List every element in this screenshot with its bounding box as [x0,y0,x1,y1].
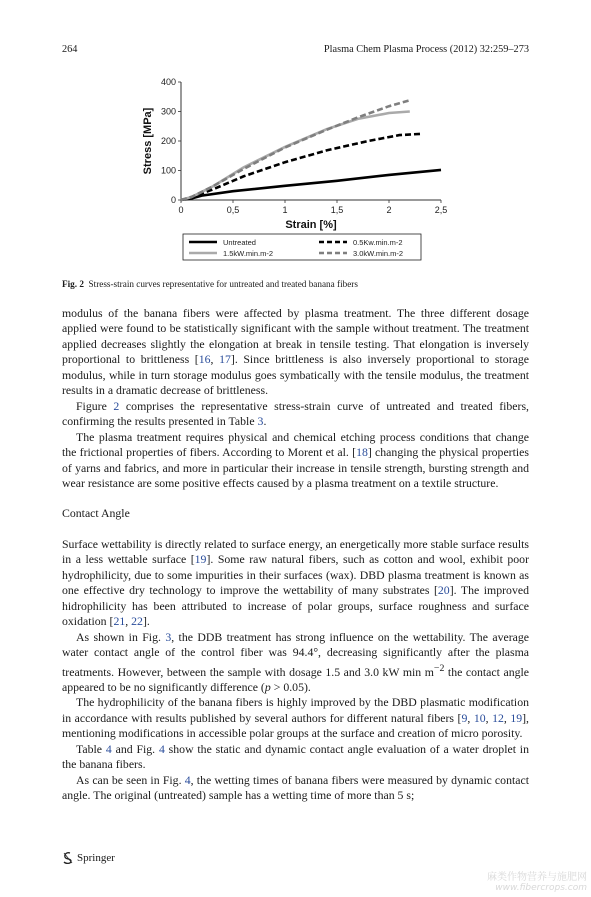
y-tick-label: 0 [170,195,176,205]
legend-label: 3.0kW.min.m-2 [353,249,404,258]
publisher-name: Springer [77,852,115,864]
figure-caption [62,279,532,289]
section-heading: Contact Angle [62,506,130,521]
reference-link[interactable]: 22 [131,614,143,629]
paragraph: As shown in Fig. 3, the DDB treatment has strong influence on the wettability. The average water contact angle of the control fiber was 94.4°, decreasing significantly after the plasma treatments. However, between the sample with dosage 1.5 and 3.0 kW $\min m^{-2}$ the contact angle appeared to be no significantly difference (p > 0.05). [62,629,530,694]
legend-label: Untreated [223,238,256,247]
reference-link[interactable]: 19 [510,710,523,725]
x-axis-label: Strain [%] [285,219,337,231]
paragraph: Table 4 and Fig. 4 show the static and dynamic contact angle evaluation of a water droplet in the banana fibers. [62,741,529,772]
paragraph: modulus of the banana fibers were affected by plasma treatment. The three different dosage applied were found to be statistically significant with the sample without treatment. The treatment applied decreases slightly the elongation at break in tensile testing. That elongation is inversely proportional to brittleness [16, 17]. Since brittleness is also inversely proportional to storage modulus, while in turn storage modulus goes symbatically with the tensile modulus, the treatment results in a dramatic decrease of brittleness. [62,306,529,398]
x-tick-label: 1 [282,205,288,215]
paragraph: The plasma treatment requires physical and chemical etching process conditions that change the frictional properties of fibers. According to Morent et al. [18] changing the physical properties of yarns and fabrics, and more in particular their increase in tensile strength, bursting strength and wear resistance are some positive effects caused by a plasma treatment on a textile structure. [62,429,529,490]
series-line [181,112,410,201]
reference-link[interactable]: 20 [437,583,450,598]
x-tick-label: 0 [178,205,184,215]
y-tick-label: 200 [160,136,176,146]
figure-link[interactable]: 4 [184,772,191,787]
paragraph: Figure 2 comprises the representative stress-strain curve of untreated and treated fibers, confirming the results presented in Table 3. [62,398,530,429]
legend-label: 1.5kW.min.m-2 [223,249,274,258]
figure-link[interactable]: 4 [158,741,165,756]
legend-label: 0.5Kw.min.m-2 [353,238,403,247]
paragraph: The hydrophilicity of the banana fibers is highly improved by the DBD plasmatic modification in accordance with results published by several authors for different natural fibers [9, 10, 12, 19], mentioning modifications in accessible polar groups at the surface and creation of micro porosity. [62,695,529,741]
x-tick-label: 0,5 [226,205,240,215]
series-line [181,170,441,200]
journal-citation: Plasma Chem Plasma Process (2012) 32:259–273 [323,44,529,55]
page-number: 264 [62,44,78,55]
body-text [62,306,529,804]
y-tick-label: 400 [160,77,176,87]
reference-link[interactable]: 19 [194,552,207,567]
reference-link[interactable]: 16 [198,352,211,367]
paragraph: As can be seen in Fig. 4, the wetting times of banana fibers were measured by dynamic contact angle. The original (untreated) sample has a wetting time of more than 5 s; [62,772,529,803]
y-axis-label: Stress [MPa] [142,107,154,175]
x-tick-label: 2,5 [434,205,448,215]
table-link[interactable]: 3 [257,414,264,429]
reference-link[interactable]: 17 [219,352,231,367]
watermark: 麻类作物营养与施肥网 www.fibercrops.com [487,872,587,893]
series-line [181,134,420,200]
figure-link[interactable]: 2 [113,398,120,413]
y-tick-label: 100 [160,165,176,176]
x-tick-label: 2 [386,205,392,215]
figure-label: Fig. 2 [62,279,84,289]
springer-logo-icon [62,851,74,865]
figure-link[interactable]: 3 [165,629,172,644]
chart-plot [181,100,441,200]
x-tick-label: 1,5 [330,205,344,215]
figure-caption-text: Stress-strain curves representative for untreated and treated banana fibers [88,279,358,289]
chart-legend [183,234,421,260]
reference-link[interactable]: 9 [461,710,468,725]
stress-strain-chart [128,70,458,270]
reference-link[interactable]: 10 [473,710,486,725]
y-tick-label: 300 [160,106,176,117]
reference-link[interactable]: 12 [492,710,504,725]
footer [62,851,115,865]
table-link[interactable]: 4 [105,741,112,756]
reference-link[interactable]: 18 [356,445,368,460]
chart-axes [142,77,447,231]
reference-link[interactable]: 21 [113,614,126,629]
paragraph: Surface wettability is directly related to surface energy, an energetically more stable surface results in a less wettable surface [19]. Some raw natural fibers, such as cotton and wool, exhibit poor hydrophilicity, due to some impurities in their surfaces (wax). DBD plasma treatment is known as one effective dry technology to improve the wettability of many substrates [20]. The improved hidrophilicity has been attributed to increase of polar groups, surface roughness and surface oxidation [21, 22]. [62,536,530,629]
